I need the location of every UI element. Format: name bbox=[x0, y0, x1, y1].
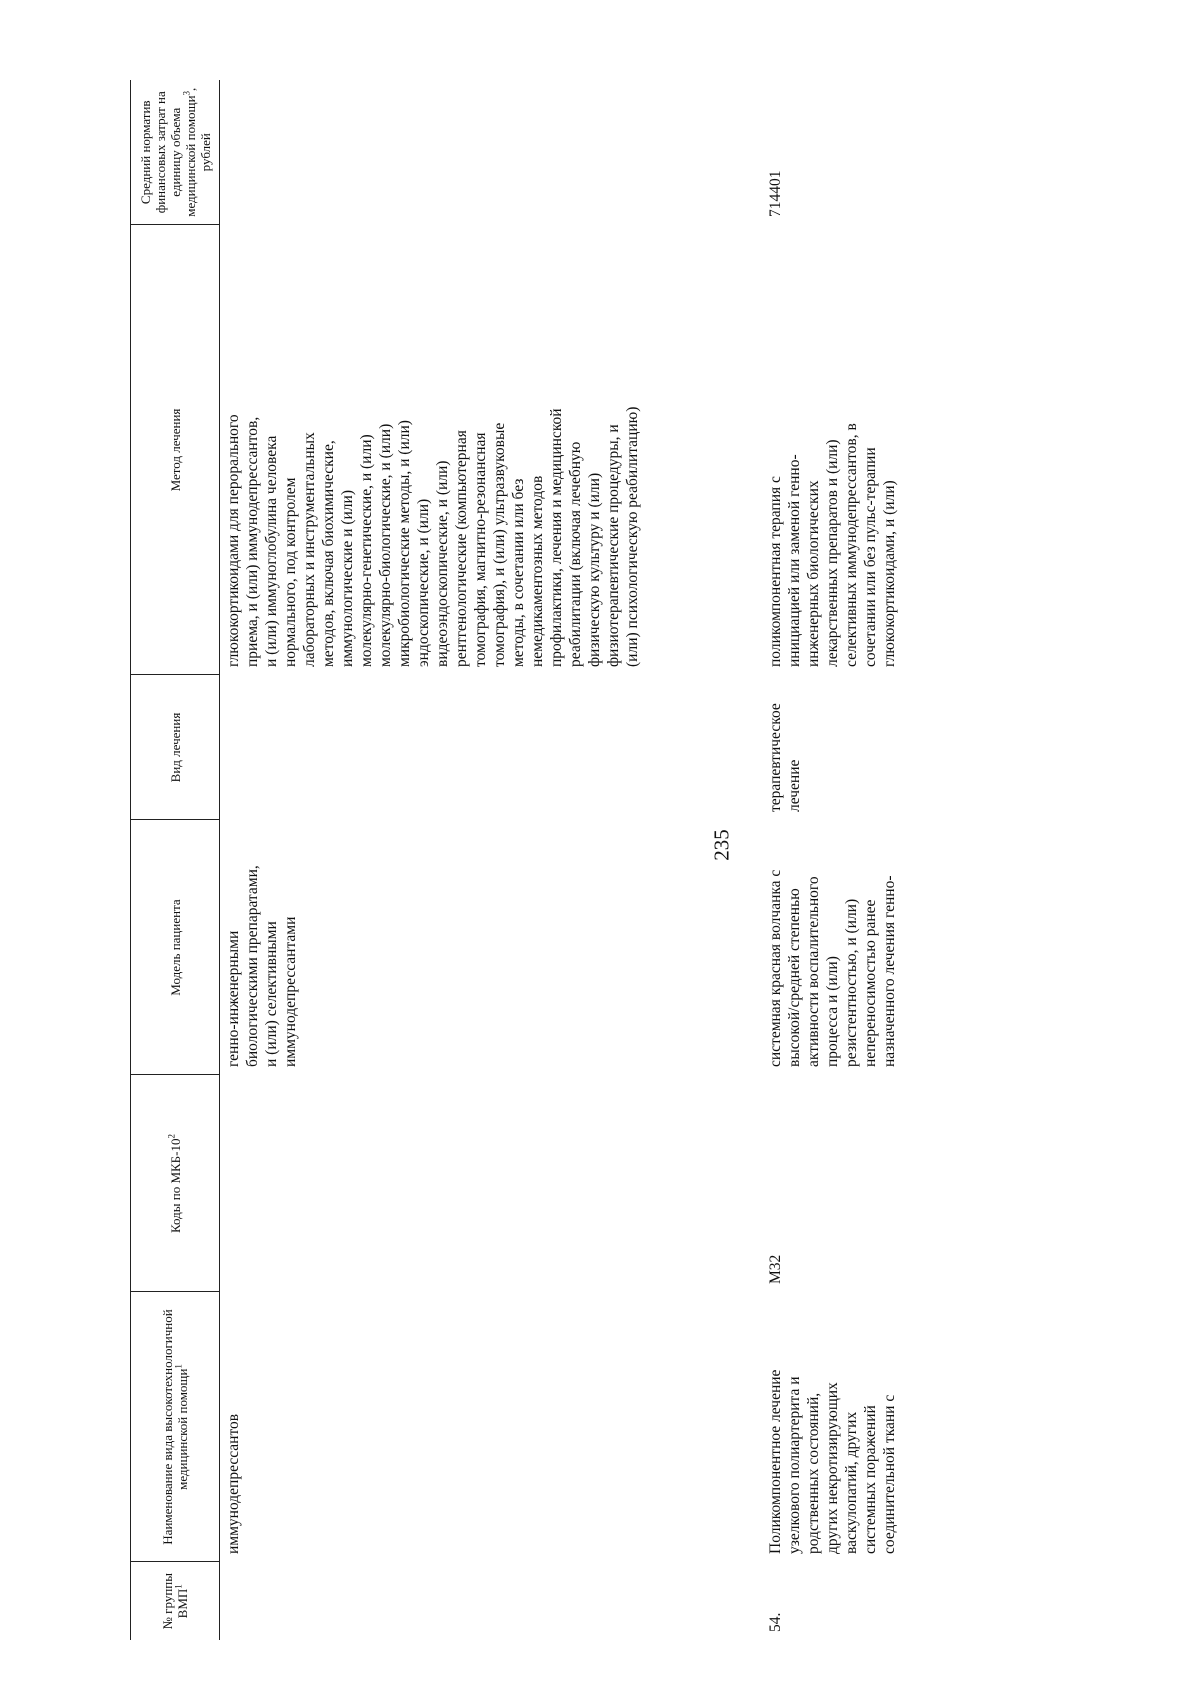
header-care-name: Наименование вида высокотехнологичной медицинской помощи$^1$ bbox=[131, 1292, 220, 1562]
cell-treatment-type bbox=[220, 675, 763, 820]
cell-group-no bbox=[220, 1562, 763, 1640]
page-number: 235 bbox=[709, 829, 734, 861]
table-row bbox=[762, 80, 907, 1640]
cell-treatment-method: глюкокортикоидами для перорального приема, и (или) иммунодепрессантов, и (или) иммуноглобулина человека нормального, под контролем лабораторных и инструментальных методов, включая биохимические, иммунологические и (или) молекулярно-генетические, и (или) молекулярно-биологические, и (или) микробиологические методы, и (или) эндоскопические, и (или) видеоэндоскопические, и (или) рентгенологические (компьютерная томография, магнитно-резонансная томография), и (или) ультразвуковые методы, в сочетании или без немедикаментозных методов профилактики, лечения и медицинской реабилитации (включая лечебную физическую культуру и (или) физиотерапевтические процедуры, и (или) психологическую реабилитацию) bbox=[225, 406, 641, 667]
header-avg-cost: Средний норматив финансовых затрат на единицу объема медицинской помощи$^3$, рублей bbox=[131, 80, 220, 225]
header-group-no: № группы ВМП$^1$ bbox=[131, 1562, 220, 1640]
cell-group-no: 54. bbox=[767, 1612, 784, 1632]
header-treatment-type: Вид лечения bbox=[131, 675, 220, 820]
cell-icd-codes bbox=[220, 1075, 763, 1292]
cell-treatment-method: поликомпонентная терапия с инициацией или заменой генно- инженерных биологических лекарственных препаратов и (или) селективных иммунодепрессантов, в сочетании или без пульс-терапии глюкокортикоидами, и (или) bbox=[767, 423, 898, 667]
table-header-row bbox=[131, 80, 220, 1640]
header-patient-model: Модель пациента bbox=[131, 820, 220, 1075]
cell-treatment-type: терапевтическое лечение bbox=[767, 703, 803, 812]
cell-avg-cost bbox=[220, 80, 763, 225]
table-row bbox=[220, 80, 763, 1640]
rotated-table-area bbox=[30, 80, 1160, 1640]
header-icd-codes: Коды по МКБ-$10^2$ bbox=[131, 1075, 220, 1292]
vmp-table bbox=[130, 80, 907, 1640]
cell-patient-model: генно-инженерными биологическими препаратами, и (или) селективными иммунодепрессантами bbox=[225, 865, 299, 1067]
cell-patient-model: системная красная волчанка с высокой/средней степенью активности воспалительного процесса и (или) резистентностью, и (или) непереносимостью ранее назначенного лечения генно- bbox=[767, 869, 898, 1067]
cell-care-name: иммунодепрессантов bbox=[225, 1413, 242, 1554]
cell-icd-codes: M32 bbox=[767, 1254, 784, 1284]
header-treatment-method: Метод лечения bbox=[131, 225, 220, 675]
cell-care-name: Поликомпонентное лечение узелкового полиартерита и родственных состояний, других некротизирующих васкулопатий, других системных поражений соединительной ткани с bbox=[767, 1369, 898, 1554]
cell-avg-cost: 714401 bbox=[767, 170, 784, 217]
